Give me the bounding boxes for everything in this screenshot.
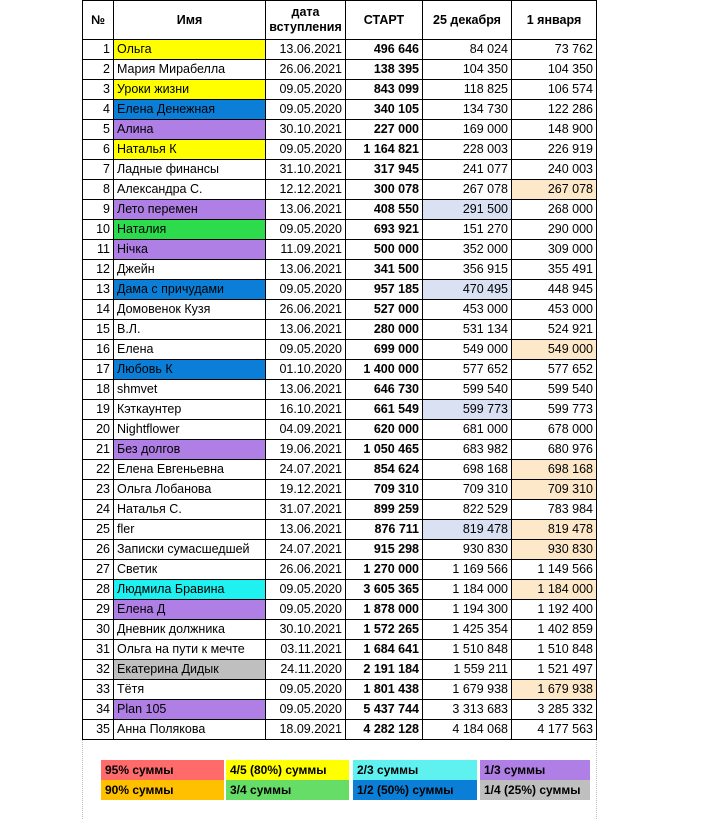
header-name[interactable]: Имя [114,1,266,40]
cell-start[interactable]: 527 000 [346,300,423,320]
cell-date[interactable]: 30.10.2021 [266,120,346,140]
cell-start[interactable]: 3 605 365 [346,580,423,600]
table-row [83,560,597,580]
cell-jan1[interactable]: 3 285 332 [512,700,597,720]
cell-jan1[interactable]: 1 510 848 [512,640,597,660]
cell-name[interactable]: Записки сумасшедшей [114,540,266,560]
cell-num[interactable]: 19 [83,400,114,420]
cell-start[interactable]: 408 550 [346,200,423,220]
cell-start[interactable]: 876 711 [346,520,423,540]
cell-num[interactable]: 17 [83,360,114,380]
header-start[interactable]: СТАРТ [346,1,423,40]
cell-jan1[interactable]: 290 000 [512,220,597,240]
cell-start[interactable]: 1 572 265 [346,620,423,640]
cell-start[interactable]: 709 310 [346,480,423,500]
cell-name[interactable]: Ольга на пути к мечте [114,640,266,660]
cell-date[interactable]: 18.09.2021 [266,720,346,740]
cell-dec25[interactable]: 577 652 [423,360,512,380]
table-row [83,60,597,80]
cell-start[interactable]: 317 945 [346,160,423,180]
cell-num[interactable]: 31 [83,640,114,660]
cell-start[interactable]: 1 164 821 [346,140,423,160]
cell-dec25[interactable]: 3 313 683 [423,700,512,720]
cell-dec25[interactable]: 599 773 [423,400,512,420]
cell-start[interactable]: 5 437 744 [346,700,423,720]
table-row [83,680,597,700]
legend-orange: 90% суммы [101,780,224,800]
cell-name[interactable]: Александра С. [114,180,266,200]
cell-num[interactable]: 28 [83,580,114,600]
cell-num[interactable]: 7 [83,160,114,180]
cell-name[interactable]: Любовь К [114,360,266,380]
cell-date[interactable]: 19.12.2021 [266,480,346,500]
legend-blue: 1/2 (50%) суммы [353,780,477,800]
cell-name[interactable]: Nightflower [114,420,266,440]
cell-dec25[interactable]: 356 915 [423,260,512,280]
table-row [83,40,597,60]
table-row [83,200,597,220]
cell-jan1[interactable]: 1 679 938 [512,680,597,700]
header-num[interactable]: № [83,1,114,40]
cell-jan1[interactable]: 524 921 [512,320,597,340]
header-jan1[interactable]: 1 января [512,1,597,40]
cell-num[interactable]: 10 [83,220,114,240]
table-row [83,160,597,180]
cell-name[interactable]: Алина [114,120,266,140]
cell-name[interactable]: Людмила Бравина [114,580,266,600]
progress-table [82,0,597,740]
cell-jan1[interactable]: 678 000 [512,420,597,440]
cell-name[interactable]: Джейн [114,260,266,280]
cell-date[interactable]: 12.12.2021 [266,180,346,200]
cell-num[interactable]: 13 [83,280,114,300]
legend-gray: 1/4 (25%) суммы [480,780,590,800]
cell-jan1[interactable]: 599 540 [512,380,597,400]
cell-num[interactable]: 20 [83,420,114,440]
cell-num[interactable]: 18 [83,380,114,400]
cell-jan1[interactable]: 930 830 [512,540,597,560]
table-row [83,360,597,380]
cell-date[interactable]: 19.06.2021 [266,440,346,460]
cell-dec25[interactable]: 352 000 [423,240,512,260]
cell-jan1[interactable]: 698 168 [512,460,597,480]
cell-start[interactable]: 915 298 [346,540,423,560]
table-row [83,320,597,340]
cell-name[interactable]: Домовенок Кузя [114,300,266,320]
cell-jan1[interactable]: 267 078 [512,180,597,200]
cell-num[interactable]: 3 [83,80,114,100]
cell-name[interactable]: Лето перемен [114,200,266,220]
cell-date[interactable]: 13.06.2021 [266,200,346,220]
cell-num[interactable]: 16 [83,340,114,360]
table-row [83,520,597,540]
cell-date[interactable]: 26.06.2021 [266,300,346,320]
cell-date[interactable]: 13.06.2021 [266,40,346,60]
cell-num[interactable]: 27 [83,560,114,580]
cell-name[interactable]: fler [114,520,266,540]
cell-start[interactable]: 1 400 000 [346,360,423,380]
cell-dec25[interactable]: 104 350 [423,60,512,80]
cell-dec25[interactable]: 698 168 [423,460,512,480]
cell-date[interactable]: 30.10.2021 [266,620,346,640]
cell-name[interactable]: Елена [114,340,266,360]
cell-start[interactable]: 300 078 [346,180,423,200]
cell-date[interactable]: 09.05.2020 [266,280,346,300]
table-row [83,140,597,160]
cell-date[interactable]: 09.05.2020 [266,220,346,240]
legend-cyan: 2/3 суммы [353,760,477,780]
table-row [83,440,597,460]
cell-start[interactable]: 500 000 [346,240,423,260]
cell-jan1[interactable]: 599 773 [512,400,597,420]
cell-dec25[interactable]: 531 134 [423,320,512,340]
table-row [83,380,597,400]
cell-jan1[interactable]: 73 762 [512,40,597,60]
cell-dec25[interactable]: 822 529 [423,500,512,520]
cell-dec25[interactable]: 1 510 848 [423,640,512,660]
cell-date[interactable]: 13.06.2021 [266,380,346,400]
cell-start[interactable]: 699 000 [346,340,423,360]
cell-start[interactable]: 340 105 [346,100,423,120]
cell-name[interactable]: Без долгов [114,440,266,460]
cell-jan1[interactable]: 309 000 [512,240,597,260]
cell-date[interactable]: 26.06.2021 [266,60,346,80]
cell-start[interactable]: 843 099 [346,80,423,100]
cell-jan1[interactable]: 4 177 563 [512,720,597,740]
cell-dec25[interactable]: 681 000 [423,420,512,440]
cell-name[interactable]: Ольга [114,40,266,60]
table-row [83,240,597,260]
cell-name[interactable]: Plan 105 [114,700,266,720]
cell-jan1[interactable]: 709 310 [512,480,597,500]
cell-date[interactable]: 26.06.2021 [266,560,346,580]
cell-num[interactable]: 26 [83,540,114,560]
cell-name[interactable]: Дневник должника [114,620,266,640]
cell-num[interactable]: 1 [83,40,114,60]
cell-date[interactable]: 09.05.2020 [266,100,346,120]
table-row [83,400,597,420]
cell-jan1[interactable]: 1 184 000 [512,580,597,600]
cell-jan1[interactable]: 577 652 [512,360,597,380]
cell-num[interactable]: 34 [83,700,114,720]
cell-dec25[interactable]: 683 982 [423,440,512,460]
cell-num[interactable]: 14 [83,300,114,320]
cell-jan1[interactable]: 268 000 [512,200,597,220]
cell-name[interactable]: Дама с причудами [114,280,266,300]
cell-name[interactable]: Уроки жизни [114,80,266,100]
cell-start[interactable]: 1 878 000 [346,600,423,620]
table-body [83,40,597,740]
table-row [83,100,597,120]
cell-start[interactable]: 620 000 [346,420,423,440]
cell-jan1[interactable]: 1 521 497 [512,660,597,680]
cell-jan1[interactable]: 122 286 [512,100,597,120]
cell-date[interactable]: 13.06.2021 [266,520,346,540]
cell-dec25[interactable]: 228 003 [423,140,512,160]
cell-jan1[interactable]: 453 000 [512,300,597,320]
cell-jan1[interactable]: 819 478 [512,520,597,540]
table-row [83,460,597,480]
cell-num[interactable]: 8 [83,180,114,200]
cell-date[interactable]: 24.07.2021 [266,460,346,480]
cell-jan1[interactable]: 106 574 [512,80,597,100]
cell-num[interactable]: 5 [83,120,114,140]
cell-name[interactable]: Светик [114,560,266,580]
table-row [83,480,597,500]
cell-name[interactable]: Екатерина Дидык [114,660,266,680]
cell-name[interactable]: Наталья К [114,140,266,160]
cell-name[interactable]: Елена Д [114,600,266,620]
cell-name[interactable]: Тётя [114,680,266,700]
header-date-line1: дата [291,5,320,19]
cell-date[interactable]: 11.09.2021 [266,240,346,260]
cell-date[interactable]: 09.05.2020 [266,600,346,620]
cell-dec25[interactable]: 169 000 [423,120,512,140]
cell-name[interactable]: Мария Мирабелла [114,60,266,80]
table-row [83,220,597,240]
cell-dec25[interactable]: 1 184 000 [423,580,512,600]
cell-jan1[interactable]: 680 976 [512,440,597,460]
cell-dec25[interactable]: 291 500 [423,200,512,220]
cell-start[interactable]: 138 395 [346,60,423,80]
cell-start[interactable]: 4 282 128 [346,720,423,740]
cell-dec25[interactable]: 1 559 211 [423,660,512,680]
table-row [83,260,597,280]
table-row [83,700,597,720]
cell-num[interactable]: 11 [83,240,114,260]
cell-num[interactable]: 2 [83,60,114,80]
cell-dec25[interactable]: 1 425 354 [423,620,512,640]
cell-dec25[interactable]: 241 077 [423,160,512,180]
legend-purple: 1/3 суммы [480,760,590,780]
table-row [83,660,597,680]
legend-yellow: 4/5 (80%) суммы [226,760,349,780]
cell-start[interactable]: 1 050 465 [346,440,423,460]
table-row [83,600,597,620]
cell-num[interactable]: 21 [83,440,114,460]
cell-start[interactable]: 693 921 [346,220,423,240]
header-date[interactable] [266,1,346,40]
cell-num[interactable]: 24 [83,500,114,520]
cell-name[interactable]: Ольга Лобанова [114,480,266,500]
table-row [83,80,597,100]
header-dec25[interactable]: 25 декабря [423,1,512,40]
cell-date[interactable]: 16.10.2021 [266,400,346,420]
cell-start[interactable]: 2 191 184 [346,660,423,680]
cell-date[interactable]: 09.05.2020 [266,140,346,160]
cell-start[interactable]: 661 549 [346,400,423,420]
cell-dec25[interactable]: 1 679 938 [423,680,512,700]
cell-dec25[interactable]: 930 830 [423,540,512,560]
cell-start[interactable]: 280 000 [346,320,423,340]
cell-jan1[interactable]: 148 900 [512,120,597,140]
table-row [83,280,597,300]
cell-num[interactable]: 32 [83,660,114,680]
cell-num[interactable]: 33 [83,680,114,700]
cell-dec25[interactable]: 1 169 566 [423,560,512,580]
header-row [83,1,597,40]
cell-name[interactable]: В.Л. [114,320,266,340]
cell-dec25[interactable]: 470 495 [423,280,512,300]
table-row [83,640,597,660]
table-row [83,120,597,140]
table-row [83,300,597,320]
cell-name[interactable]: Кэткаунтер [114,400,266,420]
cell-dec25[interactable]: 599 540 [423,380,512,400]
cell-date[interactable]: 09.05.2020 [266,580,346,600]
table-row [83,580,597,600]
cell-num[interactable]: 15 [83,320,114,340]
cell-start[interactable]: 646 730 [346,380,423,400]
cell-jan1[interactable]: 226 919 [512,140,597,160]
cell-num[interactable]: 35 [83,720,114,740]
cell-dec25[interactable]: 549 000 [423,340,512,360]
cell-date[interactable]: 09.05.2020 [266,80,346,100]
cell-num[interactable]: 29 [83,600,114,620]
table-row [83,340,597,360]
cell-date[interactable]: 13.06.2021 [266,260,346,280]
cell-jan1[interactable]: 355 491 [512,260,597,280]
cell-num[interactable]: 30 [83,620,114,640]
cell-num[interactable]: 6 [83,140,114,160]
cell-num[interactable]: 22 [83,460,114,480]
cell-date[interactable]: 01.10.2020 [266,360,346,380]
cell-start[interactable]: 899 259 [346,500,423,520]
cell-dec25[interactable]: 4 184 068 [423,720,512,740]
cell-name[interactable]: Елена Денежная [114,100,266,120]
cell-start[interactable]: 1 801 438 [346,680,423,700]
cell-date[interactable]: 09.05.2020 [266,340,346,360]
table-row [83,720,597,740]
cell-jan1[interactable]: 783 984 [512,500,597,520]
cell-name[interactable]: shmvet [114,380,266,400]
cell-dec25[interactable]: 84 024 [423,40,512,60]
cell-num[interactable]: 23 [83,480,114,500]
cell-dec25[interactable]: 267 078 [423,180,512,200]
cell-start[interactable]: 227 000 [346,120,423,140]
table-row [83,540,597,560]
cell-jan1[interactable]: 1 402 859 [512,620,597,640]
cell-jan1[interactable]: 104 350 [512,60,597,80]
cell-dec25[interactable]: 819 478 [423,520,512,540]
cell-dec25[interactable]: 134 730 [423,100,512,120]
cell-num[interactable]: 25 [83,520,114,540]
legend-green: 3/4 суммы [226,780,349,800]
cell-jan1[interactable]: 448 945 [512,280,597,300]
cell-name[interactable]: Анна Полякова [114,720,266,740]
cell-name[interactable]: Нічка [114,240,266,260]
cell-date[interactable]: 03.11.2021 [266,640,346,660]
cell-jan1[interactable]: 240 003 [512,160,597,180]
cell-date[interactable]: 13.06.2021 [266,320,346,340]
cell-name[interactable]: Наталия [114,220,266,240]
cell-start[interactable]: 496 646 [346,40,423,60]
cell-num[interactable]: 9 [83,200,114,220]
cell-dec25[interactable]: 118 825 [423,80,512,100]
cell-start[interactable]: 854 624 [346,460,423,480]
cell-date[interactable]: 31.07.2021 [266,500,346,520]
cell-dec25[interactable]: 1 194 300 [423,600,512,620]
cell-date[interactable]: 24.07.2021 [266,540,346,560]
table-row [83,500,597,520]
cell-date[interactable]: 24.11.2020 [266,660,346,680]
cell-dec25[interactable]: 151 270 [423,220,512,240]
table-row [83,180,597,200]
header-date-line2: вступления [269,20,342,34]
cell-name[interactable]: Ладные финансы [114,160,266,180]
cell-num[interactable]: 4 [83,100,114,120]
cell-start[interactable]: 1 684 641 [346,640,423,660]
cell-num[interactable]: 12 [83,260,114,280]
color-legend [82,740,597,819]
cell-dec25[interactable]: 709 310 [423,480,512,500]
cell-jan1[interactable]: 549 000 [512,340,597,360]
table-row [83,420,597,440]
cell-start[interactable]: 957 185 [346,280,423,300]
legend-red: 95% суммы [101,760,224,780]
cell-date[interactable]: 31.10.2021 [266,160,346,180]
cell-start[interactable]: 341 500 [346,260,423,280]
cell-name[interactable]: Елена Евгеньевна [114,460,266,480]
cell-jan1[interactable]: 1 149 566 [512,560,597,580]
cell-date[interactable]: 04.09.2021 [266,420,346,440]
cell-name[interactable]: Наталья С. [114,500,266,520]
cell-date[interactable]: 09.05.2020 [266,680,346,700]
cell-start[interactable]: 1 270 000 [346,560,423,580]
cell-jan1[interactable]: 1 192 400 [512,600,597,620]
table-row [83,620,597,640]
cell-date[interactable]: 09.05.2020 [266,700,346,720]
cell-dec25[interactable]: 453 000 [423,300,512,320]
